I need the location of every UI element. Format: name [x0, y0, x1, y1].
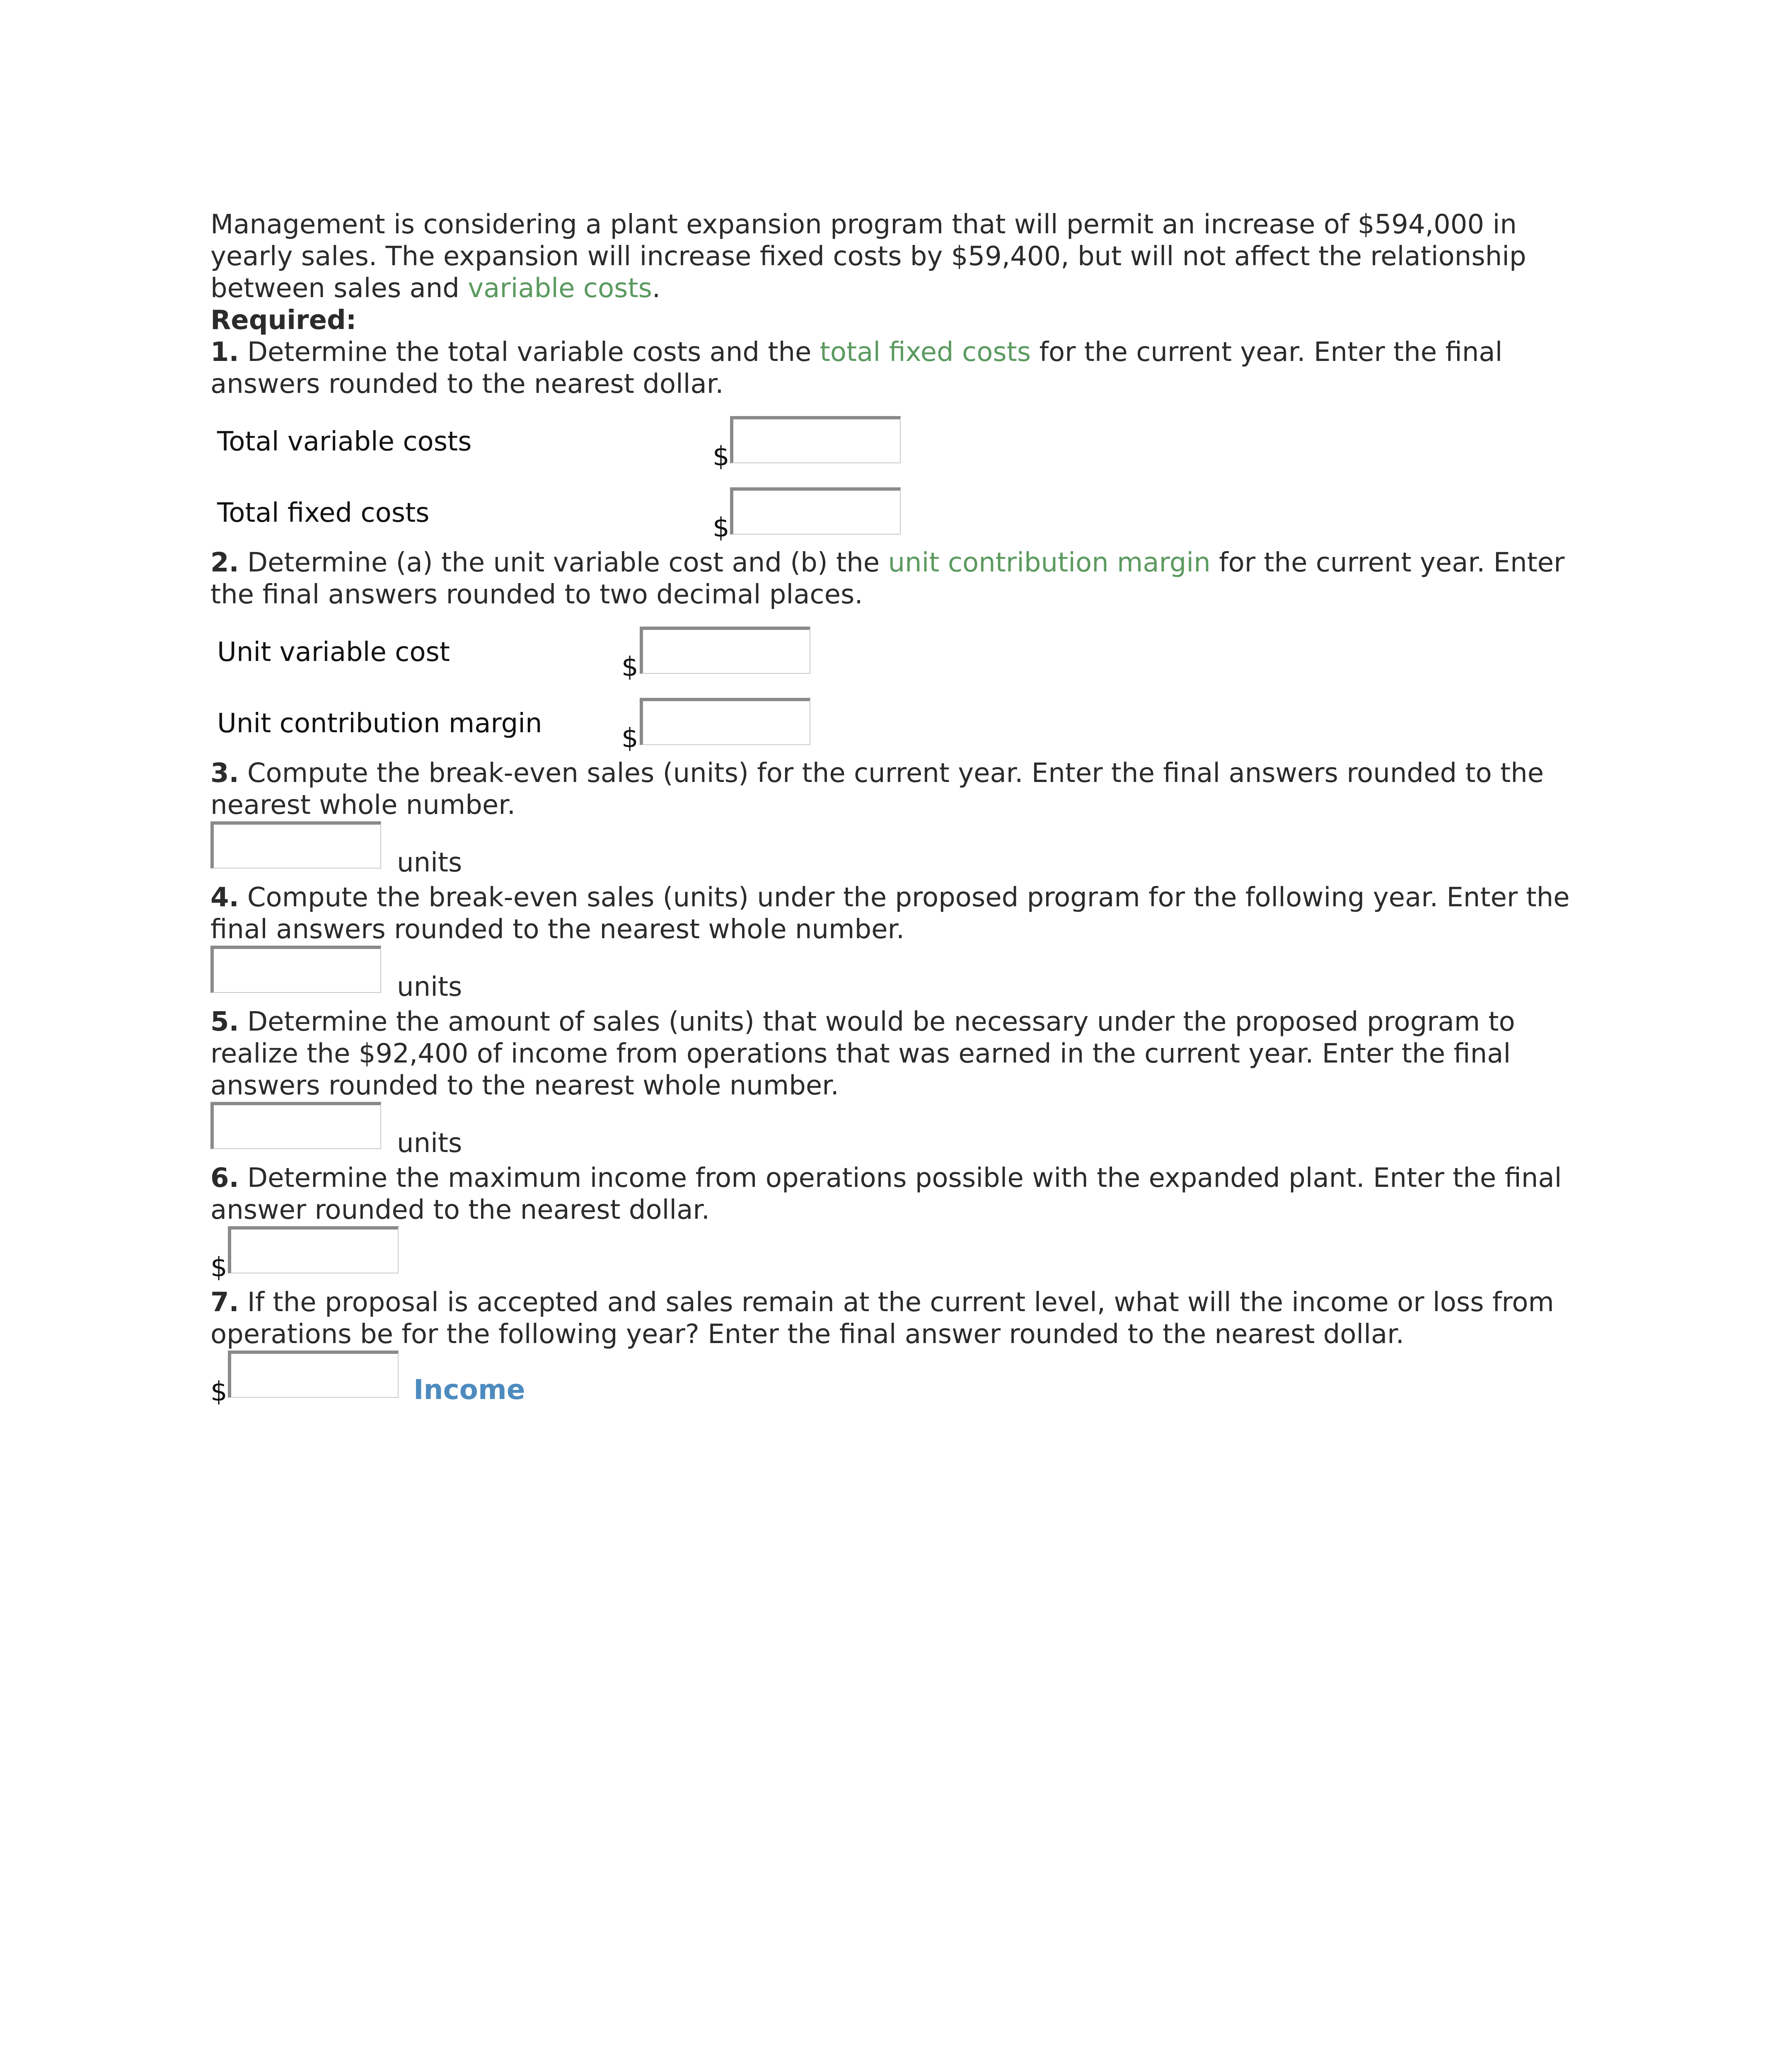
intro-paragraph [210, 209, 1578, 305]
unit-variable-cost-label: Unit variable cost [217, 637, 450, 668]
currency-symbol: $ [621, 723, 638, 754]
unit-contribution-margin-input[interactable] [640, 698, 810, 745]
question-4 [210, 882, 1578, 946]
question-5-number: 5. [210, 1007, 239, 1037]
total-fixed-costs-row [210, 487, 1578, 559]
following-year-income-answer [210, 1351, 1578, 1411]
question-1-number: 1. [210, 337, 239, 368]
total-variable-costs-input[interactable] [730, 416, 901, 463]
total-fixed-costs-input[interactable] [730, 487, 901, 535]
break-even-proposed-input[interactable] [210, 946, 381, 993]
currency-symbol: $ [621, 652, 638, 683]
break-even-current-input[interactable] [210, 821, 381, 869]
question-1-text-end: for the current year. Enter the final answers rounded to the nearest dollar. [210, 337, 1503, 399]
variable-costs-link[interactable]: variable costs [468, 273, 652, 304]
total-variable-costs-row [210, 416, 1578, 487]
units-label: units [397, 847, 462, 878]
required-heading: Required: [210, 305, 357, 336]
break-even-current-answer [210, 821, 1578, 882]
question-4-text: Compute the break-even sales (units) under the proposed program for the following year. Enter the final answers rounded to the nearest whole number. [210, 882, 1570, 945]
currency-symbol: $ [210, 1377, 227, 1407]
question-2-text-end: for the current year. Enter the final answers rounded to two decimal places. [210, 547, 1565, 610]
unit-contribution-margin-link[interactable]: unit contribution margin [888, 547, 1211, 578]
question-4-number: 4. [210, 882, 239, 913]
break-even-proposed-answer [210, 946, 1578, 1006]
total-variable-costs-label: Total variable costs [217, 426, 472, 457]
question-3-text: Compute the break-even sales (units) for the current year. Enter the final answers rounded to the nearest whole number. [210, 758, 1544, 821]
question-5-text: Determine the amount of sales (units) that would be necessary under the proposed program to realize the $92,400 of income from operations that was earned in the current year. Enter the final answers rounded to the nearest whole number. [210, 1007, 1515, 1101]
unit-contribution-margin-label: Unit contribution margin [217, 708, 542, 739]
problem-content [210, 209, 1578, 1411]
unit-variable-cost-input[interactable] [640, 627, 810, 674]
question-7-text: If the proposal is accepted and sales remain at the current level, what will the income or loss from operations be for the following year? Enter the final answer rounded to the nearest dollar. [210, 1287, 1554, 1350]
currency-symbol: $ [713, 513, 730, 543]
question-6-number: 6. [210, 1163, 239, 1193]
currency-symbol: $ [713, 441, 730, 472]
question-6-text: Determine the maximum income from operations possible with the expanded plant. Enter the final answer rounded to the nearest dollar. [210, 1163, 1562, 1225]
question-7-number: 7. [210, 1287, 239, 1318]
income-result-label[interactable]: Income [413, 1374, 525, 1406]
question-6 [210, 1162, 1578, 1226]
units-label: units [397, 972, 462, 1002]
following-year-income-input[interactable] [228, 1351, 399, 1398]
question-1 [210, 336, 1578, 400]
total-fixed-costs-label: Total fixed costs [217, 498, 430, 528]
question-7 [210, 1287, 1578, 1351]
total-fixed-costs-link[interactable]: total fixed costs [820, 337, 1031, 368]
intro-text: Management is considering a plant expansion program that will permit an increase of $594,000 in yearly sales. The expansion will increase fixed costs by $59,400, but will not affect the relationship between sales and [210, 209, 1526, 304]
maximum-income-answer [210, 1226, 1578, 1287]
question-2-number: 2. [210, 547, 239, 578]
units-label: units [397, 1128, 462, 1159]
sales-needed-input[interactable] [210, 1102, 381, 1149]
question-2-text: Determine (a) the unit variable cost and (b) the [247, 547, 888, 578]
question-1-text: Determine the total variable costs and the [247, 337, 820, 368]
sales-needed-answer [210, 1102, 1578, 1162]
maximum-income-input[interactable] [228, 1226, 399, 1273]
currency-symbol: $ [210, 1252, 227, 1283]
question-5 [210, 1006, 1578, 1102]
unit-variable-cost-row [210, 627, 1578, 698]
question-3-number: 3. [210, 758, 239, 789]
intro-text-end: . [652, 273, 661, 304]
unit-contribution-margin-row [210, 698, 1578, 769]
